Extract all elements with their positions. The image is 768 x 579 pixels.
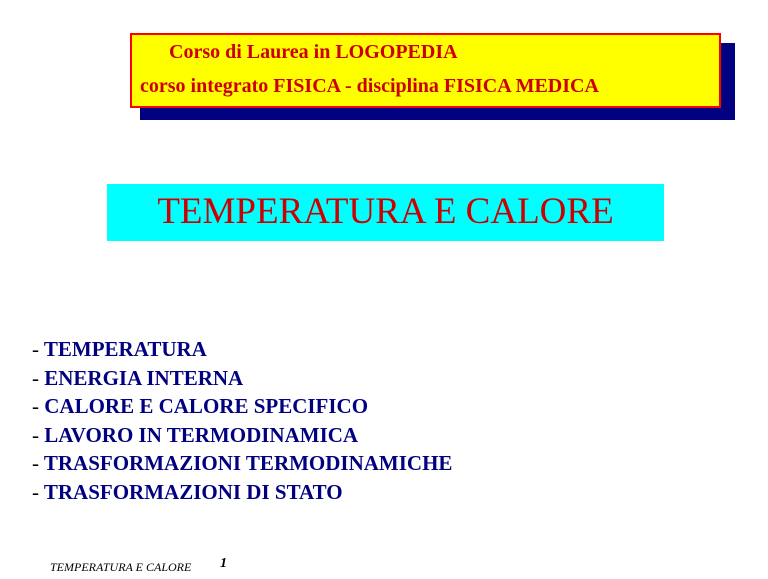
- course-line-2: corso integrato FISICA - disciplina FISICA MEDICA: [140, 75, 599, 97]
- topic-item: [32, 364, 452, 393]
- topic-label: TRASFORMAZIONI DI STATO: [43, 479, 343, 504]
- topic-bullet: -: [32, 451, 39, 476]
- topic-bullet: -: [32, 422, 39, 447]
- course-line-1: Corso di Laurea in LOGOPEDIA: [169, 41, 458, 63]
- topic-label: LAVORO IN TERMODINAMICA: [44, 422, 359, 447]
- footer-label: TEMPERATURA E CALORE: [50, 560, 192, 574]
- topic-item: [32, 421, 452, 450]
- topic-item: [32, 478, 452, 507]
- topic-label: TRASFORMAZIONI TERMODINAMICHE: [43, 451, 453, 476]
- topic-item: [32, 392, 452, 421]
- topic-label: ENERGIA INTERNA: [44, 365, 244, 390]
- topic-item: [32, 335, 452, 364]
- topic-item: [32, 449, 452, 478]
- slide-title: TEMPERATURA E CALORE: [157, 191, 614, 232]
- topic-label: TEMPERATURA: [43, 337, 207, 361]
- topic-bullet: -: [32, 337, 39, 361]
- course-header-box: [130, 33, 721, 108]
- topic-bullet: -: [32, 394, 39, 419]
- page-number: 1: [220, 556, 227, 571]
- topic-bullet: -: [32, 479, 39, 504]
- topic-label: CALORE E CALORE SPECIFICO: [44, 394, 369, 419]
- topic-list: [32, 335, 452, 507]
- title-box: [107, 184, 664, 241]
- topic-bullet: -: [32, 365, 39, 390]
